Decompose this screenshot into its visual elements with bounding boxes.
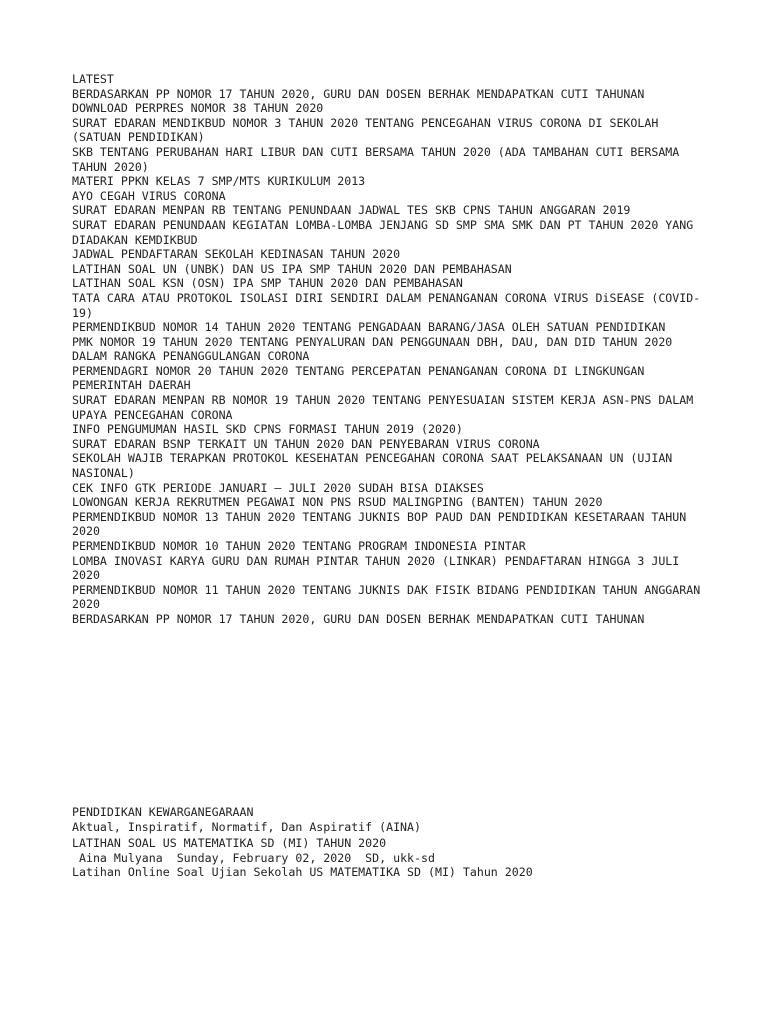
latest-link[interactable]: LATIHAN SOAL UN (UNBK) DAN US IPA SMP TAHUN 2020 DAN PEMBAHASAN bbox=[72, 261, 512, 276]
latest-link[interactable]: CEK INFO GTK PERIODE JANUARI – JULI 2020 SUDAH BISA DIAKSES bbox=[72, 480, 484, 495]
site-header bbox=[72, 805, 712, 834]
latest-link[interactable]: MATERI PPKN KELAS 7 SMP/MTS KURIKULUM 2013 bbox=[72, 174, 366, 189]
latest-section bbox=[72, 72, 712, 627]
latest-link[interactable]: SURAT EDARAN PENUNDAAN KEGIATAN LOMBA-LOMBA JENJANG SD SMP SMA SMK DAN PT TAHUN 2020 YANG DIADAKAN KEMDIKBUD bbox=[72, 217, 701, 247]
site-title[interactable]: PENDIDIKAN KEWARGANEGARAAN bbox=[72, 805, 254, 819]
latest-link[interactable]: PERMENDIKBUD NOMOR 10 TAHUN 2020 TENTANG PROGRAM INDONESIA PINTAR bbox=[72, 539, 526, 553]
latest-link[interactable]: SEKOLAH WAJIB TERAPKAN PROTOKOL KESEHATAN PENCEGAHAN CORONA SAAT PELAKSANAAN UN (UJIAN NASIONAL) bbox=[72, 451, 680, 481]
post-title[interactable]: LATIHAN SOAL US MATEMATIKA SD (MI) TAHUN 2020 bbox=[72, 836, 387, 850]
latest-link[interactable]: LATIHAN SOAL KSN (OSN) IPA SMP TAHUN 2020 DAN PEMBAHASAN bbox=[72, 276, 463, 291]
latest-heading: LATEST bbox=[72, 72, 114, 86]
post-entry bbox=[72, 836, 712, 880]
latest-link[interactable]: SURAT EDARAN MENPAN RB TENTANG PENUNDAAN JADWAL TES SKB CPNS TAHUN ANGGARAN 2019 bbox=[72, 203, 631, 218]
post-meta: Aina Mulyana Sunday, February 02, 2020 SD, ukk-sd bbox=[72, 850, 435, 865]
latest-link[interactable]: PERMENDIKBUD NOMOR 13 TAHUN 2020 TENTANG JUKNIS BOP PAUD DAN PENDIDIKAN KESETARAAN TAHUN 2020 bbox=[72, 509, 694, 539]
latest-link[interactable]: INFO PENGUMUMAN HASIL SKD CPNS FORMASI TAHUN 2019 (2020) bbox=[72, 422, 463, 437]
latest-link[interactable]: PERMENDIKBUD NOMOR 14 TAHUN 2020 TENTANG PENGADAAN BARANG/JASA OLEH SATUAN PENDIDIKAN bbox=[72, 320, 666, 335]
latest-link[interactable]: SKB TENTANG PERUBAHAN HARI LIBUR DAN CUTI BERSAMA TAHUN 2020 (ADA TAMBAHAN CUTI BERSAMA TAHUN 2020) bbox=[72, 144, 687, 174]
latest-link[interactable]: AYO CEGAH VIRUS CORONA bbox=[72, 188, 226, 203]
latest-link[interactable]: DOWNLOAD PERPRES NOMOR 38 TAHUN 2020 bbox=[72, 101, 324, 116]
latest-link[interactable]: BERDASARKAN PP NOMOR 17 TAHUN 2020, GURU DAN DOSEN BERHAK MENDAPATKAN CUTI TAHUNAN bbox=[72, 86, 645, 101]
site-tagline: Aktual, Inspiratif, Normatif, Dan Aspiratif (AINA) bbox=[72, 819, 422, 834]
post-summary: Latihan Online Soal Ujian Sekolah US MATEMATIKA SD (MI) Tahun 2020 bbox=[72, 865, 533, 880]
latest-link[interactable]: SURAT EDARAN BSNP TERKAIT UN TAHUN 2020 DAN PENYEBARAN VIRUS CORONA bbox=[72, 436, 540, 451]
latest-link[interactable]: PERMENDAGRI NOMOR 20 TAHUN 2020 TENTANG PERCEPATAN PENANGANAN CORONA DI LINGKUNGAN PEMERINTAH DAERAH bbox=[72, 363, 652, 393]
latest-link[interactable]: BERDASARKAN PP NOMOR 17 TAHUN 2020, GURU DAN DOSEN BERHAK MENDAPATKAN CUTI TAHUNAN bbox=[72, 611, 645, 626]
latest-link[interactable]: TATA CARA ATAU PROTOKOL ISOLASI DIRI SENDIRI DALAM PENANGANAN CORONA VIRUS DiSEASE (COVID-19) bbox=[72, 290, 701, 320]
latest-link[interactable]: SURAT EDARAN MENDIKBUD NOMOR 3 TAHUN 2020 TENTANG PENCEGAHAN VIRUS CORONA DI SEKOLAH (SATUAN PENDIDIKAN) bbox=[72, 115, 666, 145]
latest-link[interactable]: LOMBA INOVASI KARYA GURU DAN RUMAH PINTAR TAHUN 2020 (LINKAR) PENDAFTARAN HINGGA 3 JULI 2020 bbox=[72, 553, 687, 583]
latest-link[interactable]: PERMENDIKBUD NOMOR 11 TAHUN 2020 TENTANG JUKNIS DAK FISIK BIDANG PENDIDIKAN TAHUN ANGGARAN 2020 bbox=[72, 582, 708, 612]
latest-link[interactable]: JADWAL PENDAFTARAN SEKOLAH KEDINASAN TAHUN 2020 bbox=[72, 247, 401, 262]
latest-link[interactable]: LOWONGAN KERJA REKRUTMEN PEGAWAI NON PNS RSUD MALINGPING (BANTEN) TAHUN 2020 bbox=[72, 495, 603, 510]
latest-link[interactable]: PMK NOMOR 19 TAHUN 2020 TENTANG PENYALURAN DAN PENGGUNAAN DBH, DAU, DAN DID TAHUN 2020 DALAM RANGKA PENANGGULANGAN CORONA bbox=[72, 334, 680, 364]
latest-link[interactable]: SURAT EDARAN MENPAN RB NOMOR 19 TAHUN 2020 TENTANG PENYESUAIAN SISTEM KERJA ASN-PNS DALAM UPAYA PENCEGAHAN CORONA bbox=[72, 393, 701, 422]
